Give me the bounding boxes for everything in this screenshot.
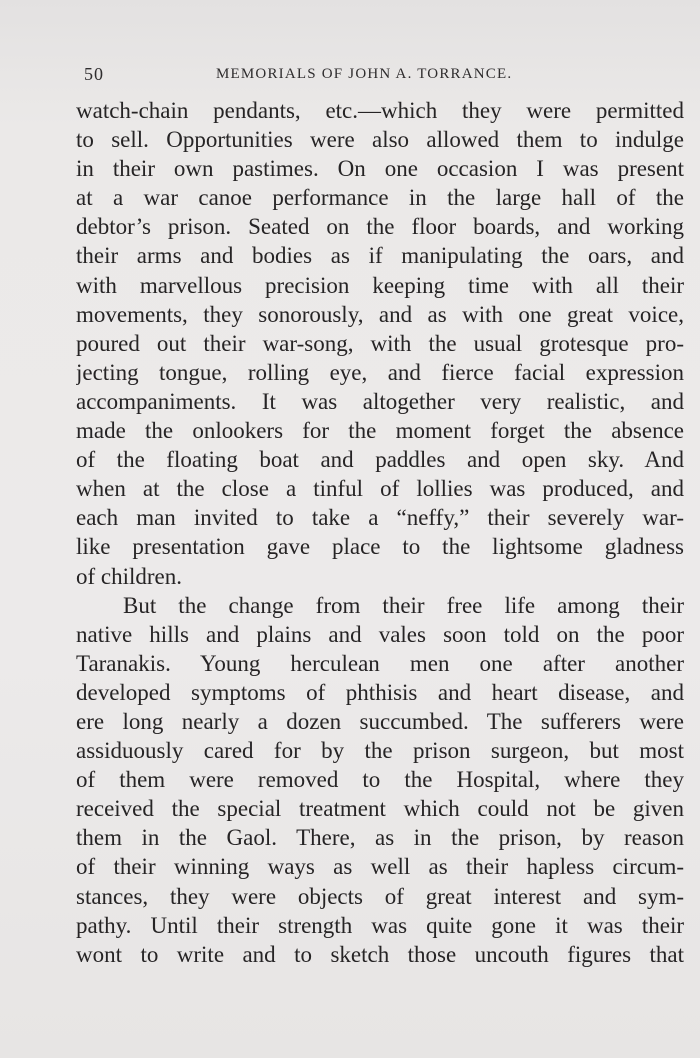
text-line: their arms and bodies as if manipulating the oars, and [76, 243, 684, 269]
body-text [76, 96, 684, 969]
running-title: MEMORIALS OF JOHN A. TORRANCE. [216, 66, 513, 82]
text-line: native hills and plains and vales soon told on the poor [76, 621, 684, 647]
text-line: accompaniments. It was altogether very realistic, and [76, 388, 684, 414]
text-line: of them were removed to the Hospital, where they [76, 767, 684, 793]
text-line: of the floating boat and paddles and open sky. And [76, 447, 684, 473]
text-line: made the onlookers for the moment forget the absence [76, 418, 684, 444]
text-line: wont to write and to sketch those uncouth figures that [76, 941, 684, 967]
text-line: like presentation gave place to the lightsome gladness [76, 534, 684, 560]
page-number: 50 [84, 64, 104, 84]
text-line: assiduously cared for by the prison surgeon, but most [76, 738, 684, 764]
text-line: movements, they sonorously, and as with one great voice, [76, 301, 684, 327]
text-line: debtor’s prison. Seated on the floor boards, and working [76, 214, 684, 240]
text-line: of their winning ways as well as their hapless circum- [76, 854, 684, 880]
text-line: Taranakis. Young herculean men one after another [76, 650, 684, 676]
paragraph-first-line: But the change from their free life among their [123, 592, 684, 618]
text-line: them in the Gaol. There, as in the prison, by reason [76, 825, 684, 851]
paragraph-last-line: of children. [76, 563, 183, 589]
text-line: when at the close a tinful of lollies was produced, and [76, 476, 684, 502]
text-line: at a war canoe performance in the large hall of the [76, 185, 684, 211]
text-line: poured out their war-song, with the usual grotesque pro- [76, 330, 684, 356]
text-line: to sell. Opportunities were also allowed them to indulge [76, 127, 684, 153]
text-line: in their own pastimes. On one occasion I was present [76, 156, 684, 182]
text-line: stances, they were objects of great interest and sym- [76, 883, 684, 909]
text-line: developed symptoms of phthisis and heart disease, and [76, 679, 684, 705]
running-head [84, 64, 604, 90]
text-line: received the special treatment which could not be given [76, 796, 684, 822]
text-line: jecting tongue, rolling eye, and fierce facial expression [76, 359, 684, 385]
text-line: with marvellous precision keeping time with all their [76, 272, 684, 298]
text-line: pathy. Until their strength was quite gone it was their [76, 912, 684, 938]
text-line: each man invited to take a “neffy,” their severely war- [76, 505, 684, 531]
text-line: watch-chain pendants, etc.—which they were permitted [76, 98, 684, 123]
text-line: ere long nearly a dozen succumbed. The sufferers were [76, 708, 684, 734]
